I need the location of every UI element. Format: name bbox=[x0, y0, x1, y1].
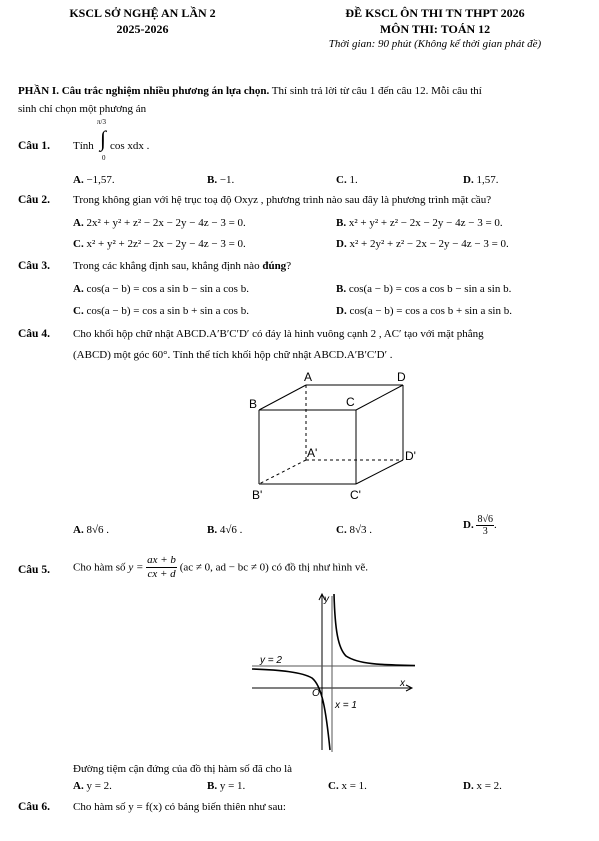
part1-title: PHẦN I. Câu trắc nghiệm nhiều phương án lựa chọn. bbox=[18, 85, 270, 97]
header-right-line2: MÔN THI: TOÁN 12 bbox=[379, 22, 491, 36]
origin-label: O bbox=[312, 688, 320, 699]
q1-integrand: cos xdx . bbox=[110, 140, 150, 152]
q5-label: Câu 5. bbox=[18, 564, 50, 576]
vertex-D: D bbox=[397, 370, 406, 384]
q2-option-b[interactable]: B. x² + y² + z² − 2x − 2y − 4z − 3 = 0. bbox=[336, 217, 503, 229]
q1-option-c[interactable]: C. 1. bbox=[336, 174, 358, 186]
q3-text bbox=[73, 260, 291, 272]
integral-bounds-lower: 0 bbox=[102, 154, 106, 162]
q4-line1: Cho khối hộp chữ nhật ABCD.A′B′C′D′ có đáy là hình vuông cạnh 2 , AC′ tạo với mặt phẳng bbox=[73, 328, 484, 340]
q6-label: Câu 6. bbox=[18, 801, 50, 813]
q5-num: ax + b bbox=[147, 554, 176, 566]
integral-bounds-upper: π/3 bbox=[97, 118, 106, 126]
part1-text-line2: sinh chỉ chọn một phương án bbox=[18, 103, 147, 115]
vertex-C1: C' bbox=[350, 488, 361, 502]
q4-option-d-num: 8√6 bbox=[477, 514, 493, 525]
hyperbola-right-branch bbox=[334, 594, 415, 666]
part1-text-line1: Thí sinh trả lời từ câu 1 đến câu 12. Mỗi câu thí bbox=[269, 85, 482, 97]
q5-question: Đường tiệm cận đứng của đồ thị hàm số đã cho là bbox=[73, 763, 293, 775]
q5-option-b[interactable]: B. y = 1. bbox=[207, 780, 246, 792]
q3-option-c[interactable]: C. cos(a − b) = cos a sin b + sin a cos b. bbox=[73, 305, 249, 317]
q1-text bbox=[73, 140, 94, 152]
q4-label: Câu 4. bbox=[18, 328, 50, 340]
q5-y-eq: y = bbox=[128, 561, 144, 574]
q4-option-c[interactable]: C. 8√3 . bbox=[336, 524, 372, 536]
q1-option-b[interactable]: B. −1. bbox=[207, 174, 235, 186]
header-left-line2: 2025-2026 bbox=[116, 22, 169, 36]
header-right-line3: Thời gian: 90 phút (Không kể thời gian phát đề) bbox=[328, 38, 542, 50]
hyperbola-graph bbox=[250, 590, 420, 755]
q6-text: Cho hàm số y = f(x) có bảng biến thiên như sau: bbox=[73, 801, 286, 813]
h-asymptote-label: y = 2 bbox=[260, 655, 282, 666]
q2-option-c[interactable]: C. x² + y² + 2z² − 2x − 2y − 4z − 3 = 0. bbox=[73, 238, 246, 250]
q2-option-d[interactable]: D. x² + 2y² + z² − 2x − 2y − 4z − 3 = 0. bbox=[336, 238, 509, 250]
q5-option-c[interactable]: C. x = 1. bbox=[328, 780, 367, 792]
q4-option-d-den: 3 bbox=[482, 526, 488, 537]
q5-text bbox=[73, 554, 368, 581]
cuboid-figure bbox=[240, 368, 430, 508]
x-axis-label: x bbox=[400, 678, 405, 689]
y-axis-label: y bbox=[324, 594, 329, 605]
q4-line2: (ABCD) một góc 60°. Tính thể tích khối hộp chữ nhật ABCD.A′B′C′D′ . bbox=[73, 349, 393, 361]
q4-option-d-key: D. bbox=[463, 519, 474, 532]
q5-option-d[interactable]: D. x = 2. bbox=[463, 780, 502, 792]
q1-label: Câu 1. bbox=[18, 140, 50, 152]
q5-den: cx + d bbox=[147, 568, 176, 580]
integral-sign-icon: ∫ bbox=[100, 126, 107, 151]
q2-option-a[interactable]: A. 2x² + y² + z² − 2x − 2y − 4z − 3 = 0. bbox=[73, 217, 246, 229]
q4-option-d[interactable]: D. $\frac{8√6}{3}$ . bbox=[463, 514, 497, 537]
edge-CD bbox=[356, 385, 403, 410]
hyperbola-left-branch bbox=[252, 669, 330, 750]
q1-option-a[interactable]: A. −1,57. bbox=[73, 174, 115, 186]
q5-prefix: Cho hàm số bbox=[73, 561, 126, 574]
q2-label: Câu 2. bbox=[18, 194, 50, 206]
vertex-D1: D' bbox=[405, 449, 416, 463]
q4-option-b[interactable]: B. 4√6 . bbox=[207, 524, 243, 536]
q3-option-a[interactable]: A. cos(a − b) = cos a sin b − sin a cos b. bbox=[73, 283, 249, 295]
q4-option-d-fraction bbox=[476, 514, 494, 537]
part1-intro bbox=[18, 82, 593, 118]
q2-text: Trong không gian với hệ trục toạ độ Oxyz , phương trình nào sau đây là phương trình mặt cầu? bbox=[73, 194, 492, 206]
vertex-A: A bbox=[304, 370, 313, 384]
q5-cond: (ac ≠ 0, ad − bc ≠ 0) có đồ thị như hình vẽ. bbox=[179, 561, 368, 574]
edge-A1B1-hidden bbox=[259, 460, 306, 484]
header-left-line1: KSCL SỞ NGHỆ AN LẦN 2 bbox=[69, 6, 216, 20]
q1-option-d[interactable]: D. 1,57. bbox=[463, 174, 499, 186]
vertex-B1: B' bbox=[252, 488, 263, 502]
q3-text-post: ? bbox=[286, 260, 292, 272]
vertex-C: C bbox=[346, 395, 355, 409]
vertex-B: B bbox=[249, 397, 258, 411]
q3-text-bold: đúng bbox=[262, 260, 287, 272]
q3-text-pre: Trong các khẳng định sau, khẳng định nào bbox=[73, 260, 263, 272]
q5-fraction bbox=[146, 554, 177, 581]
q4-option-a[interactable]: A. 8√6 . bbox=[73, 524, 109, 536]
edge-C1D1 bbox=[356, 460, 403, 484]
q1-prefix: Tính bbox=[73, 140, 94, 152]
q5-option-a[interactable]: A. y = 2. bbox=[73, 780, 112, 792]
edge-AB bbox=[259, 385, 306, 410]
q3-option-b[interactable]: B. cos(a − b) = cos a cos b − sin a sin b. bbox=[336, 283, 512, 295]
header-right-line1: ĐỀ KSCL ÔN THI TN THPT 2026 bbox=[345, 6, 525, 20]
v-asymptote-label: x = 1 bbox=[335, 700, 357, 711]
vertex-A1: A' bbox=[307, 446, 318, 460]
q3-option-d[interactable]: D. cos(a − b) = cos a cos b + sin a sin b. bbox=[336, 305, 512, 317]
q3-label: Câu 3. bbox=[18, 260, 50, 272]
